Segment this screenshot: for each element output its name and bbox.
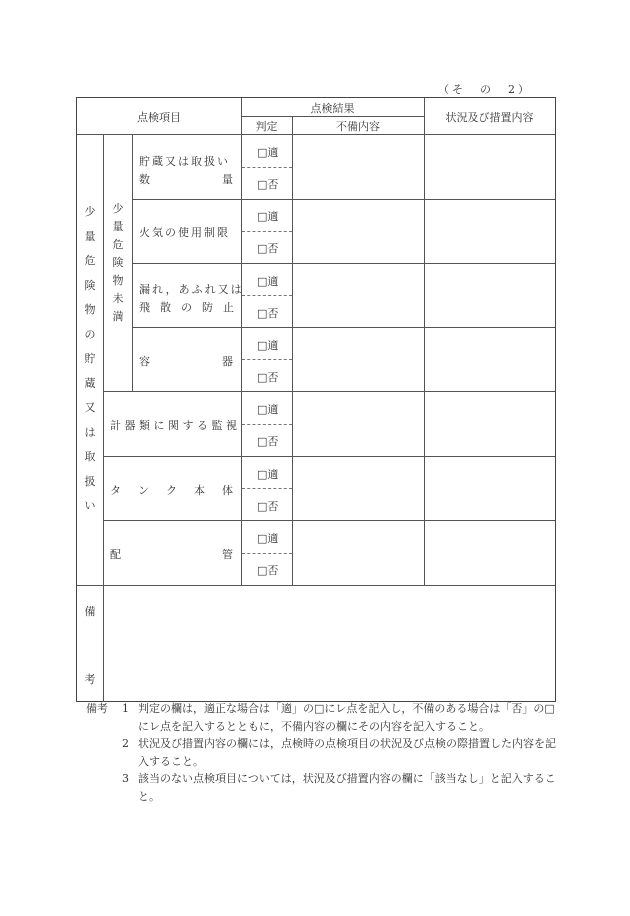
check-ok-row7[interactable]: □適: [257, 532, 279, 545]
item-label: タ: [110, 484, 123, 497]
char: 取: [84, 450, 96, 463]
item-label: 量: [222, 173, 235, 186]
dashed-divider: [242, 424, 292, 425]
spacer: [86, 735, 122, 770]
notes: [86, 700, 561, 805]
char: い: [84, 499, 96, 512]
char: は: [84, 425, 96, 439]
item-label: 本: [194, 484, 207, 497]
item-label: 数: [139, 173, 152, 186]
check-ok-row2[interactable]: □適: [257, 210, 279, 223]
char: 険: [84, 278, 96, 292]
check-ok-row5[interactable]: □適: [257, 403, 279, 416]
char: 又: [84, 401, 96, 414]
dashed-divider: [242, 167, 292, 168]
item-tank-body: [110, 482, 235, 498]
dashed-divider: [242, 231, 292, 232]
check-ok-row4[interactable]: □適: [257, 339, 279, 352]
item-label: 配: [110, 548, 123, 561]
note-text: 判定の欄は，適正な場合は「適」の□にレ点を記入し，不備のある場合は「否」の□にレ点を記入するとともに，不備内容の欄にその内容を記入すること。: [138, 702, 555, 733]
remarks-label-bottom: 考: [84, 673, 96, 686]
divider: [132, 263, 555, 264]
dashed-divider: [242, 488, 292, 489]
inspection-table: [76, 97, 556, 702]
char: 物: [84, 303, 96, 316]
check-ng-row3[interactable]: □否: [257, 307, 279, 320]
item-container: [139, 353, 235, 369]
check-ng-row1[interactable]: □否: [257, 178, 279, 191]
item-label: 容: [139, 355, 152, 368]
char: の: [84, 327, 96, 341]
subcategory-label-under-small-quantity: [104, 200, 132, 326]
char: 貯: [84, 352, 96, 365]
header-inspection-item: 点検項目: [137, 111, 181, 124]
item-label: 体: [222, 484, 235, 497]
note-item: [86, 770, 561, 805]
check-ok-row6[interactable]: □適: [257, 468, 279, 481]
check-ok-row3[interactable]: □適: [257, 275, 279, 288]
divider: [241, 98, 242, 585]
char: 蔵: [84, 376, 96, 390]
char: 険: [112, 256, 124, 269]
item-storage-quantity: [139, 153, 235, 189]
check-ng-row7[interactable]: □否: [257, 564, 279, 577]
item-label: 飛散の防止: [139, 301, 244, 314]
header-status-measures: 状況及び措置内容: [445, 111, 534, 124]
check-ng-row5[interactable]: □否: [257, 435, 279, 448]
dashed-divider: [242, 295, 292, 296]
header-judgement: 判定: [255, 120, 278, 133]
dashed-divider: [242, 359, 292, 360]
item-instrument-monitoring: 計器類に関する監視: [110, 419, 241, 432]
char: 満: [112, 310, 124, 323]
item-label: 漏れ，あふれ又は: [139, 283, 244, 296]
check-ok-row1[interactable]: □適: [257, 146, 279, 159]
divider: [77, 134, 555, 135]
char: 未: [112, 292, 124, 305]
remarks-label-top: 備: [84, 605, 96, 618]
divider: [132, 327, 555, 328]
char: 少: [112, 202, 124, 215]
item-label: ク: [166, 484, 179, 497]
header-defect-content: 不備内容: [336, 120, 380, 133]
note-item: [86, 700, 561, 735]
item-label: ン: [138, 484, 151, 497]
item-label: 管: [222, 548, 235, 561]
char: 危: [112, 238, 124, 251]
note-text: 状況及び措置内容の欄には，点検時の点検項目の状況及び点検の際措置した内容を記入すること。: [138, 737, 556, 768]
check-ng-row6[interactable]: □否: [257, 500, 279, 513]
divider: [424, 98, 425, 585]
note-number: 2: [122, 737, 129, 750]
dashed-divider: [242, 553, 292, 554]
item-piping: [110, 546, 235, 562]
note-item: [86, 735, 561, 770]
header-inspection-result: 点検結果: [310, 102, 355, 115]
char: 量: [112, 220, 124, 233]
check-ng-row4[interactable]: □否: [257, 371, 279, 384]
page-number: （そ の 2）: [438, 83, 532, 96]
item-fire-use-restriction: 火気の使用制限: [139, 226, 230, 239]
category-label-small-quantity-hazmat: [77, 200, 103, 519]
divider: [241, 116, 424, 117]
divider: [103, 391, 555, 392]
divider: [103, 456, 555, 457]
divider: [292, 116, 293, 585]
char: 少: [84, 205, 96, 218]
spacer: [86, 770, 122, 805]
note-text: 該当のない点検項目については，状況及び措置内容の欄に「該当なし」と記入すること。: [138, 772, 556, 803]
char: 扱: [84, 474, 96, 488]
item-label: 貯蔵又は取扱い: [139, 155, 230, 168]
item-label: 器: [222, 355, 235, 368]
char: 物: [112, 274, 124, 287]
divider: [132, 199, 555, 200]
note-number: 3: [122, 772, 129, 785]
item-leak-overflow-prevention: [139, 281, 244, 317]
check-ng-row2[interactable]: □否: [257, 242, 279, 255]
note-number: 1: [122, 702, 129, 715]
remarks-field[interactable]: [104, 586, 554, 701]
divider: [103, 520, 555, 521]
char: 量: [84, 229, 96, 243]
char: 危: [84, 254, 96, 267]
notes-label: 備考: [86, 702, 108, 715]
